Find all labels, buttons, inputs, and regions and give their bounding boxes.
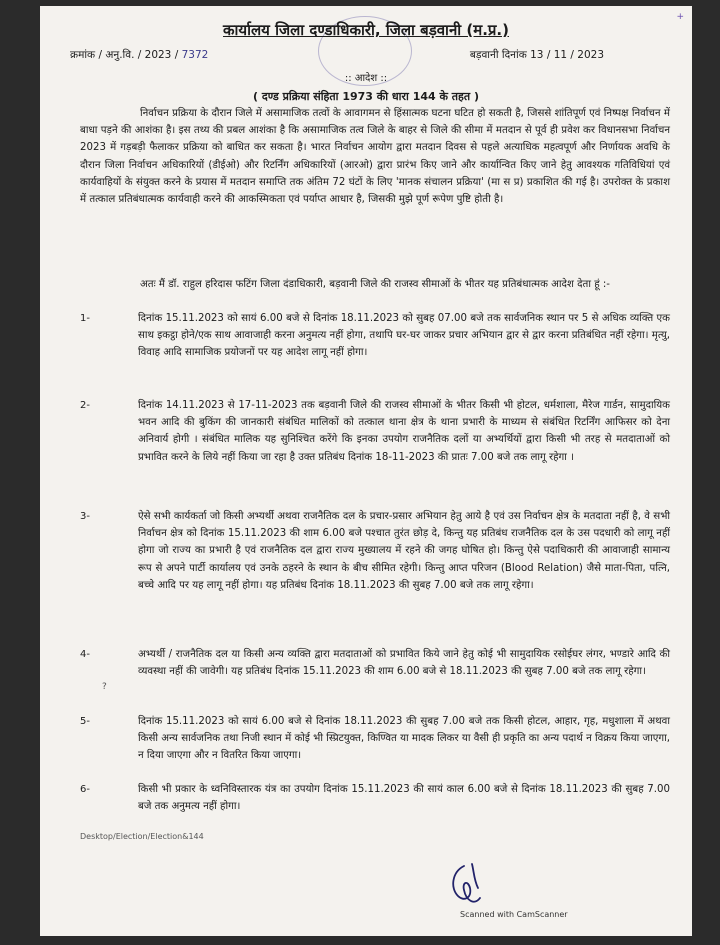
item-number: 6-: [80, 784, 90, 795]
reference-number: क्रमांक / अनु.वि. / 2023 / 7372: [70, 49, 209, 61]
item-text: दिनांक 15.11.2023 को सायं 6.00 बजे से दिनांक 18.11.2023 को सुबह 07.00 बजे तक सार्वजनिक स्थान पर 5 से अधिक व्यक्ति एक साथ इकट्ठा होने/एक साथ आवाजाही करना अनुमत्य नहीं होगा, तथापि घर-घर जाकर प्रचार अभियान द्वार से द्वार करना प्रतिबंधित नहीं रहेगा। मृत्यु, विवाह आदि सामाजिक प्रयोजनों पर यह आदेश लागू नहीं होगा।: [138, 313, 670, 359]
order-item: [80, 713, 670, 765]
item-number: 5-: [80, 716, 90, 727]
item-number: 3-: [80, 511, 90, 522]
order-item: [80, 508, 670, 594]
order-preamble: अतः मैं डॉ. राहुल हरिदास फटिंग जिला दंडाधिकारी, बड़वानी जिले की राजस्व सीमाओं के भीतर यह प्रतिबंधात्मक आदेश देता हूं :-: [140, 279, 610, 290]
intro-paragraph: निर्वाचन प्रक्रिया के दौरान जिले में असामाजिक तत्वों के आवागमन से हिंसात्मक घटना घटित हो सकती है, जिससे शांतिपूर्ण एवं निष्पक्ष निर्वाचन में बाधा पड़ने की आशंका है। इस तथ्य की प्रबल आशंका है कि असामाजिक तत्व जिले के बाहर से जिले की सीमा में मतदान से पूर्व ही प्रवेश कर विधानसभा निर्वाचन 2023 में गड़बड़ी फैलाकर प्रक्रिया को बाधित कर सकता है। भारत निर्वाचन आयोग द्वारा मतदान दिवस से पहले अत्याधिक महत्वपूर्ण और निर्णायक अवधि के दौरान जिला निर्वाचन अधिकारियों (डीईओ) और रिटर्निंग अधिकारियों (आरओ) द्वारा प्रारंभ किए जाने और कार्यान्वित किए जाने हेतु आवश्यक गतिविधियां एवं कार्यवाहियों के संयुक्त करने के प्रयास में मतदान समाप्ति तक अंतिम 72 घंटों के लिए 'मानक संचालन प्रक्रिया' (मा स प्र) प्रकाशित की गई है। उपरोक्त के प्रकाश में तत्काल प्रतिबंधात्मक कार्यवाही करने की आकस्मिकता एवं पर्याप्त आधार है, जिसकी मुझे पूर्ण रूपेण पुष्टि होती है।: [80, 108, 670, 206]
section-reference: ( दण्ड प्रक्रिया संहिता 1973 की धारा 144 के तहत ): [253, 90, 479, 103]
office-title: कार्यालय जिला दण्डाधिकारी, जिला बड़वानी (म.प्र.): [223, 21, 509, 39]
item-number: 4-: [80, 649, 90, 660]
order-heading: :: आदेश ::: [344, 73, 388, 84]
item-text: अभ्यर्थी / राजनैतिक दल या किसी अन्य व्यक्ति द्वारा मतदाताओं को प्रभावित किये जाने हेतु कोई भी सामुदायिक रसोईघर लंगर, भण्डारे आदि की व्यवस्था नहीं की जावेगी। यह प्रतिबंध दिनांक 15.11.2023 की शाम 6.00 बजे से 18.11.2023 की सुबह 7.00 बजे तक लागू रहेगा।: [138, 649, 670, 678]
corner-mark: +: [676, 12, 684, 22]
document-page: [40, 6, 692, 936]
order-item: [80, 397, 670, 466]
order-date: बड़वानी दिनांक 13 / 11 / 2023: [469, 49, 604, 61]
reference-row: [70, 48, 604, 62]
item-text: ऐसे सभी कार्यकर्ता जो किसी अभ्यर्थी अथवा राजनैतिक दल के प्रचार-प्रसार अभियान हेतु आये है एवं उस निर्वाचन क्षेत्र के मतदाता नहीं है, वे सभी निर्वाचन क्षेत्र को दिनांक 15.11.2023 की शाम 6.00 बजे पश्चात तुरंत छोड़ दे, किन्तु यह प्रतिबंध राजनैतिक दल के उस पदधारी को लागू नहीं होगा जो राज्य का प्रभारी है एवं राजनैतिक दल द्वारा राज्य मुख्यालय में रहने की जगह घोषित हो। किन्तु ऐसे पदाधिकारी की आवाजाही सामान्य रूप से अपने पार्टी कार्यालय एवं उनके ठहरने के स्थान के बीच सीमित रहेगी। किन्तु आप्त परिजन (Blood Relation) जैसे माता-पिता, पत्नि, बच्चे आदि पर यह लागू नहीं होगा। यह प्रतिबंध दिनांक 18.11.2023 की सुबह 7.00 बजे तक लागू रहेगा।: [138, 511, 670, 591]
order-item: [80, 781, 670, 815]
signature-icon: [444, 858, 490, 910]
scanner-watermark: Scanned with CamScanner: [460, 910, 568, 919]
file-path-footer: Desktop/Election/Election&144: [80, 832, 204, 841]
item-text: दिनांक 15.11.2023 को सायं 6.00 बजे से दिनांक 18.11.2023 की सुबह 7.00 बजे तक किसी होटल, आहार, गृह, मधुशाला में अथवा किसी अन्य सार्वजनिक तथा निजी स्थान में कोई भी स्प्रिटयुक्त, किण्वित या मादक लिकर या वैसी ही प्रकृति का अन्य पदार्थ न विक्रय किया जाएगा, न दिया जाएगा और न वितरित किया जाएगा।: [138, 716, 670, 762]
margin-mark: ?: [102, 682, 107, 692]
item-number: 2-: [80, 400, 90, 411]
order-item: [80, 310, 670, 362]
order-item: [80, 646, 670, 680]
item-number: 1-: [80, 313, 90, 324]
item-text: दिनांक 14.11.2023 से 17-11-2023 तक बड़वानी जिले की राजस्व सीमाओं के भीतर किसी भी होटल, धर्मशाला, मैरेज गार्डन, सामुदायिक भवन आदि की बुकिंग की जानकारी संबंधित मालिकों को तत्काल थाना क्षेत्र के थाना प्रभारी के माध्यम से संबंधित रिटर्निंग आफिसर को देना अनिवार्य होगी । संबंधित मालिक यह सुनिश्चित करेंगे कि इनका उपयोग राजनैतिक दलों या अभ्यर्थियों द्वारा किसी भी तरह से मतदाताओं को प्रभावित करने के लिये नहीं किया जा रहा है उक्त प्रतिबंध दिनांक 18-11-2023 की प्रातः 7.00 बजे तक लागू रहेगा ।: [138, 400, 670, 463]
item-text: किसी भी प्रकार के ध्वनिविस्तारक यंत्र का उपयोग दिनांक 15.11.2023 की सायं काल 6.00 बजे से दिनांक 18.11.2023 की सुबह 7.00 बजे तक अनुमत्य नहीं होगा।: [138, 784, 670, 813]
